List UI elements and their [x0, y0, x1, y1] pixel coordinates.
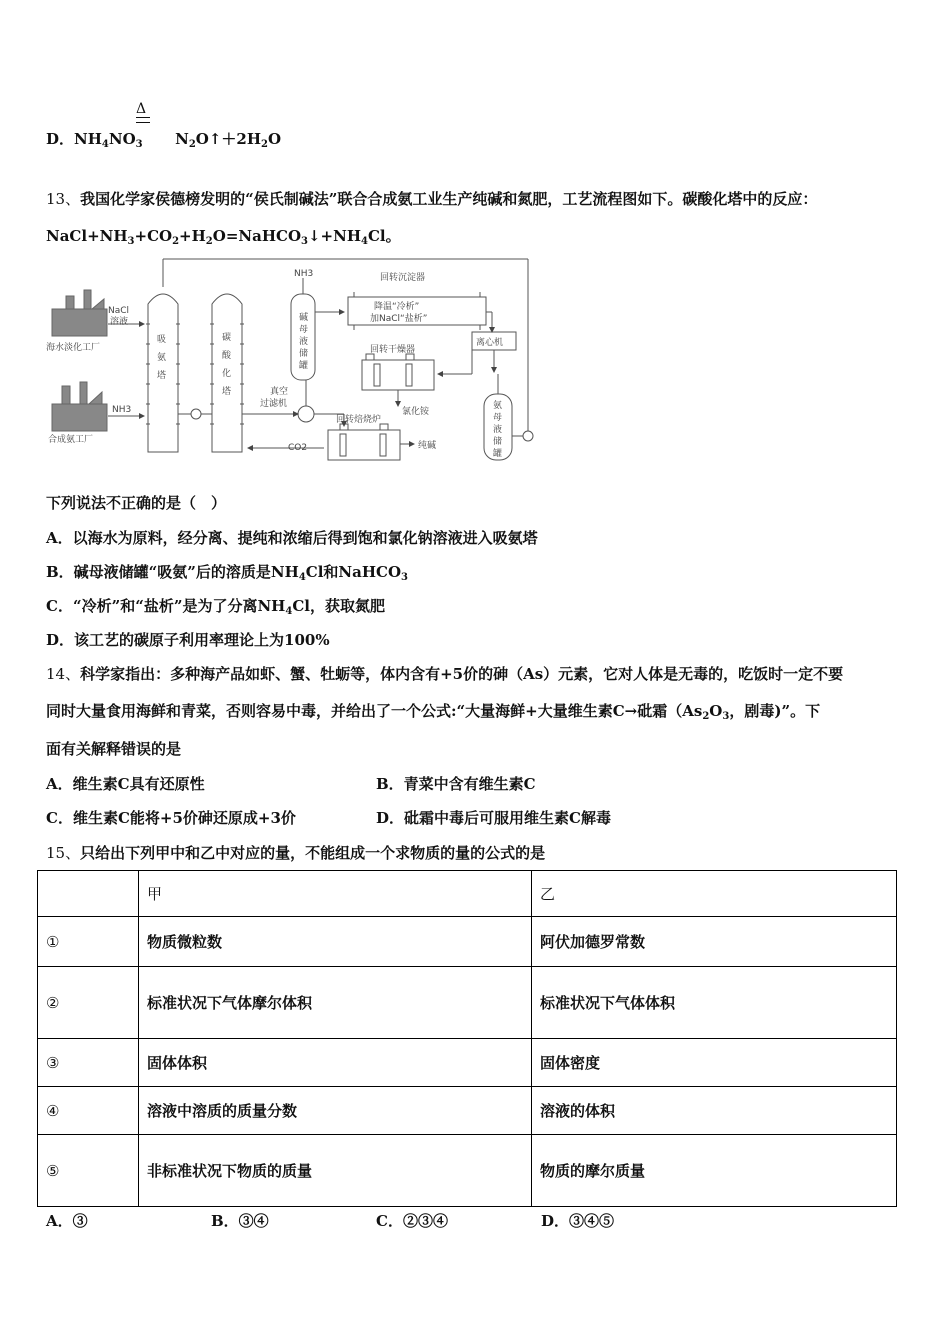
table-row: ⑤ 非标准状况下物质的质量 物质的摩尔质量: [38, 1135, 897, 1207]
table-header-row: 甲 乙: [38, 871, 897, 917]
svg-text:液: 液: [493, 425, 503, 435]
desalination-factory-icon: [52, 290, 107, 336]
svg-text:碳: 碳: [222, 333, 232, 343]
q13-option-b[interactable]: B．碱母液储罐“吸氨”后的溶质是$NH_4Cl$和NaHCO$_3$: [46, 563, 409, 583]
q14-option-d[interactable]: D．砒霜中毒后可服用维生素C解毒: [376, 809, 611, 827]
rotary-dryer: [362, 354, 434, 390]
q15-table: [37, 870, 897, 1207]
reactant: $NH_4NO_3$: [74, 130, 143, 150]
q13-intro: 13、我国化学家侯德榜发明的“侯氏制碱法”联合合成氨工业生产纯碱和氮肥，工艺流程图如下。碳酸化塔中的反应：: [46, 190, 818, 208]
svg-text:降温“冷析”: 降温“冷析”: [374, 302, 420, 312]
svg-text:吸: 吸: [157, 335, 167, 345]
svg-text:真空: 真空: [270, 387, 289, 397]
svg-text:塔: 塔: [222, 387, 232, 397]
ammonia-factory-icon: [52, 382, 107, 431]
q13-equation: $NaCl+NH_3+CO_2+H_2O=NaHCO_3↓+NH_4Cl$。: [46, 227, 401, 247]
svg-text:母: 母: [493, 413, 503, 423]
svg-text:回转焙烧炉: 回转焙烧炉: [336, 415, 382, 425]
svg-text:NH3: NH3: [294, 269, 314, 279]
q13-option-c[interactable]: C．“冷析”和“盐析”是为了分离$NH_4Cl$，获取氮肥: [46, 597, 385, 617]
svg-text:回转干燥器: 回转干燥器: [370, 345, 416, 355]
svg-text:氨: 氨: [157, 353, 167, 363]
svg-text:NaCl: NaCl: [108, 306, 130, 316]
svg-text:罐: 罐: [493, 449, 503, 459]
svg-text:酸: 酸: [222, 351, 232, 361]
svg-text:回转沉淀器: 回转沉淀器: [380, 273, 426, 283]
svg-text:海水淡化工厂: 海水淡化工厂: [46, 343, 101, 353]
table-row: ① 物质微粒数 阿伏加德罗常数: [38, 917, 897, 967]
svg-text:液: 液: [299, 337, 309, 347]
q15-answer-d[interactable]: D．③④⑤: [541, 1212, 615, 1230]
q14-options-row1: [46, 773, 906, 794]
svg-text:CO2: CO2: [288, 443, 308, 453]
svg-text:储: 储: [493, 437, 503, 447]
svg-text:罐: 罐: [299, 361, 309, 371]
svg-text:合成氨工厂: 合成氨工厂: [48, 435, 94, 445]
svg-text:过滤机: 过滤机: [260, 399, 288, 409]
svg-text:塔: 塔: [157, 371, 167, 381]
q14-option-c[interactable]: C．维生素C能将+5价砷还原成+3价: [46, 809, 296, 827]
q14-stem-line1: 14、科学家指出：多种海产品如虾、蟹、牡蛎等，体内含有+5价的砷（As）元素，它对人体是无毒的，吃饭时一定不要: [46, 665, 844, 683]
q13-option-a[interactable]: A．以海水为原料，经分离、提纯和浓缩后得到饱和氯化钠溶液进入吸氨塔: [46, 529, 538, 547]
q13-option-d[interactable]: D．该工艺的碳原子利用率理论上为100%: [46, 631, 330, 649]
products: $N_2O↑+2H_2O$: [175, 130, 282, 150]
svg-text:碱: 碱: [299, 313, 309, 323]
q13-question: 下列说法不正确的是（ ）: [46, 494, 227, 512]
svg-text:母: 母: [299, 325, 309, 335]
svg-text:储: 储: [299, 349, 309, 359]
q12-option-d: D．$NH_4NO_3$ $N_2O↑+2H_2O$: [46, 130, 282, 150]
q14-option-b[interactable]: B．青菜中含有维生素C: [376, 775, 536, 793]
q15-stem: 15、只给出下列甲中和乙中对应的量，不能组成一个求物质的量的公式的是: [46, 844, 546, 862]
table-row: ④ 溶液中溶质的质量分数 溶液的体积: [38, 1087, 897, 1135]
svg-text:氯化铵: 氯化铵: [402, 407, 430, 417]
rotary-calciner: [328, 424, 400, 460]
table-row: ③ 固体体积 固体密度: [38, 1039, 897, 1087]
svg-text:溶液: 溶液: [110, 317, 129, 327]
q14-options-row2: [46, 807, 906, 828]
q14-stem-line2: 同时大量食用海鲜和青菜，否则容易中毒，并给出了一个公式:“大量海鲜+大量维生素C→砒霜（$As_2O_3$，剧毒)”。下: [46, 702, 821, 722]
table-row: ② 标准状况下气体摩尔体积 标准状况下气体体积: [38, 967, 897, 1039]
svg-text:纯碱: 纯碱: [418, 441, 437, 451]
process-flow-diagram: [44, 254, 544, 472]
svg-text:化: 化: [222, 369, 232, 379]
heat-condition: Δ: [136, 102, 150, 123]
svg-text:离心机: 离心机: [476, 338, 504, 348]
svg-text:加NaCl“盐析”: 加NaCl“盐析”: [370, 314, 428, 324]
q15-answer-c[interactable]: C．②③④: [376, 1212, 448, 1230]
svg-text:NH3: NH3: [112, 405, 132, 415]
q14-option-a[interactable]: A．维生素C具有还原性: [46, 775, 205, 793]
q15-answer-a[interactable]: A．③: [46, 1212, 88, 1230]
q15-answer-b[interactable]: B．③④: [211, 1212, 269, 1230]
svg-text:氨: 氨: [493, 401, 503, 411]
q14-stem-line3: 面有关解释错误的是: [46, 740, 182, 758]
